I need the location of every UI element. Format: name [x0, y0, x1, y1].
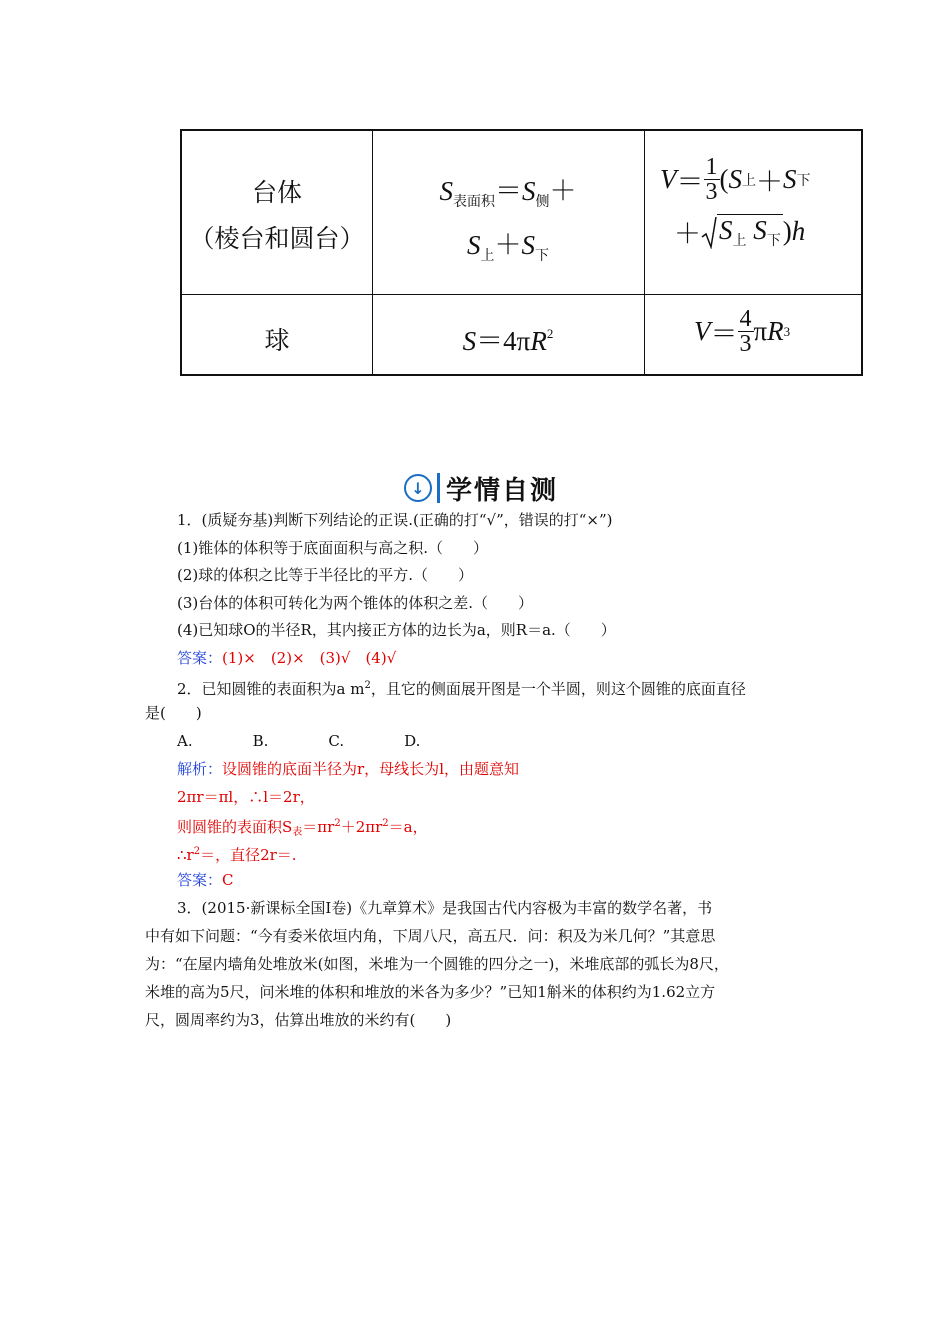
q2-analysis-line2: 2πr＝πl，∴l＝2r，	[177, 788, 315, 806]
q1-item-3: (3)台体的体积可转化为两个锥体的体积之差.（ ）	[177, 594, 534, 612]
arrow-down-circle-icon: ↓	[404, 474, 432, 502]
q2-analysis-line4: $\therefore r^2=$，直径2r＝.	[177, 846, 297, 864]
sqrt-icon	[701, 215, 717, 249]
q3-line5: 尺，圆周率约为3，估算出堆放的米约有( )	[145, 1011, 452, 1029]
q1-item-2: (2)球的体积之比等于半径比的平方.（ ）	[177, 566, 474, 584]
sphere-name: 球	[264, 326, 290, 355]
heading-bar	[437, 473, 440, 503]
sphere-surface-formula: $S=4\pi R^2$	[462, 326, 554, 356]
fraction-one-third: $\frac{1}{3}$	[705, 154, 718, 205]
q2-stem-line1: 2．已知圆锥的表面积为a $m^2$，且它的侧面展开图是一个半圆，则这个圆锥的底面直径	[177, 680, 746, 698]
frustum-surface-formula: $S_{表面积}=S_侧+$ $S_上+S_下$	[439, 176, 577, 264]
q2-analysis-line1: 解析：设圆锥的底面半径为r，母线长为l，由题意知	[177, 760, 519, 778]
frustum-name	[182, 173, 372, 255]
sphere-volume-formula: V ＝ $\frac{4}{3}$ π R 3	[694, 306, 791, 357]
frustum-sublabel: （棱台和圆台）	[189, 224, 365, 253]
q2-analysis-line3: 则圆锥的表面积$S_表=\pi r^2+2\pi r^2=a$，	[177, 818, 428, 838]
q1-item-4: (4)已知球O的半径R，其内接正方体的边长为a，则R＝a.（ ）	[177, 621, 616, 639]
section-heading	[404, 470, 558, 506]
q2-answer: 答案：C	[177, 871, 234, 889]
q3-line3: 为：“在屋内墙角处堆放米(如图，米堆为一个圆锥的四分之一)，米堆底部的弧长为8尺，	[145, 955, 729, 973]
fraction-four-thirds: $\frac{4}{3}$	[739, 306, 752, 357]
frustum-label: 台体	[251, 178, 302, 207]
q1-answer: 答案：(1)× (2)× (3)√ (4)√	[177, 649, 397, 667]
q3-line4: 米堆的高为5尺，问米堆的体积和堆放的米各为多少？”已知1斛米的体积约为1.62立方	[145, 983, 716, 1001]
q1-stem: 1．(质疑夯基)判断下列结论的正误.(正确的打“√”，错误的打“×”)	[177, 511, 613, 529]
frustum-volume-formula: V ＝ $\frac{1}{3}$ ( S 上 ＋ S 下 ＋ $S_上$ $S_下$ ) h	[660, 154, 811, 249]
q2-options: A. B. C. D.	[177, 732, 421, 750]
q3-line1: 3．(2015·新课标全国Ⅰ卷)《九章算术》是我国古代内容极为丰富的数学名著，书	[177, 899, 713, 917]
column-divider	[644, 131, 645, 374]
row-divider	[182, 294, 861, 295]
q1-item-1: (1)锥体的体积等于底面面积与高之积.（ ）	[177, 539, 489, 557]
section-title: 学情自测	[446, 475, 559, 506]
q3-line2: 中有如下问题：“今有委米依垣内角，下周八尺，高五尺．问：积及为米几何？”其意思	[145, 927, 716, 945]
formula-table	[180, 129, 863, 376]
q2-stem-line2: 是( )	[145, 704, 202, 722]
